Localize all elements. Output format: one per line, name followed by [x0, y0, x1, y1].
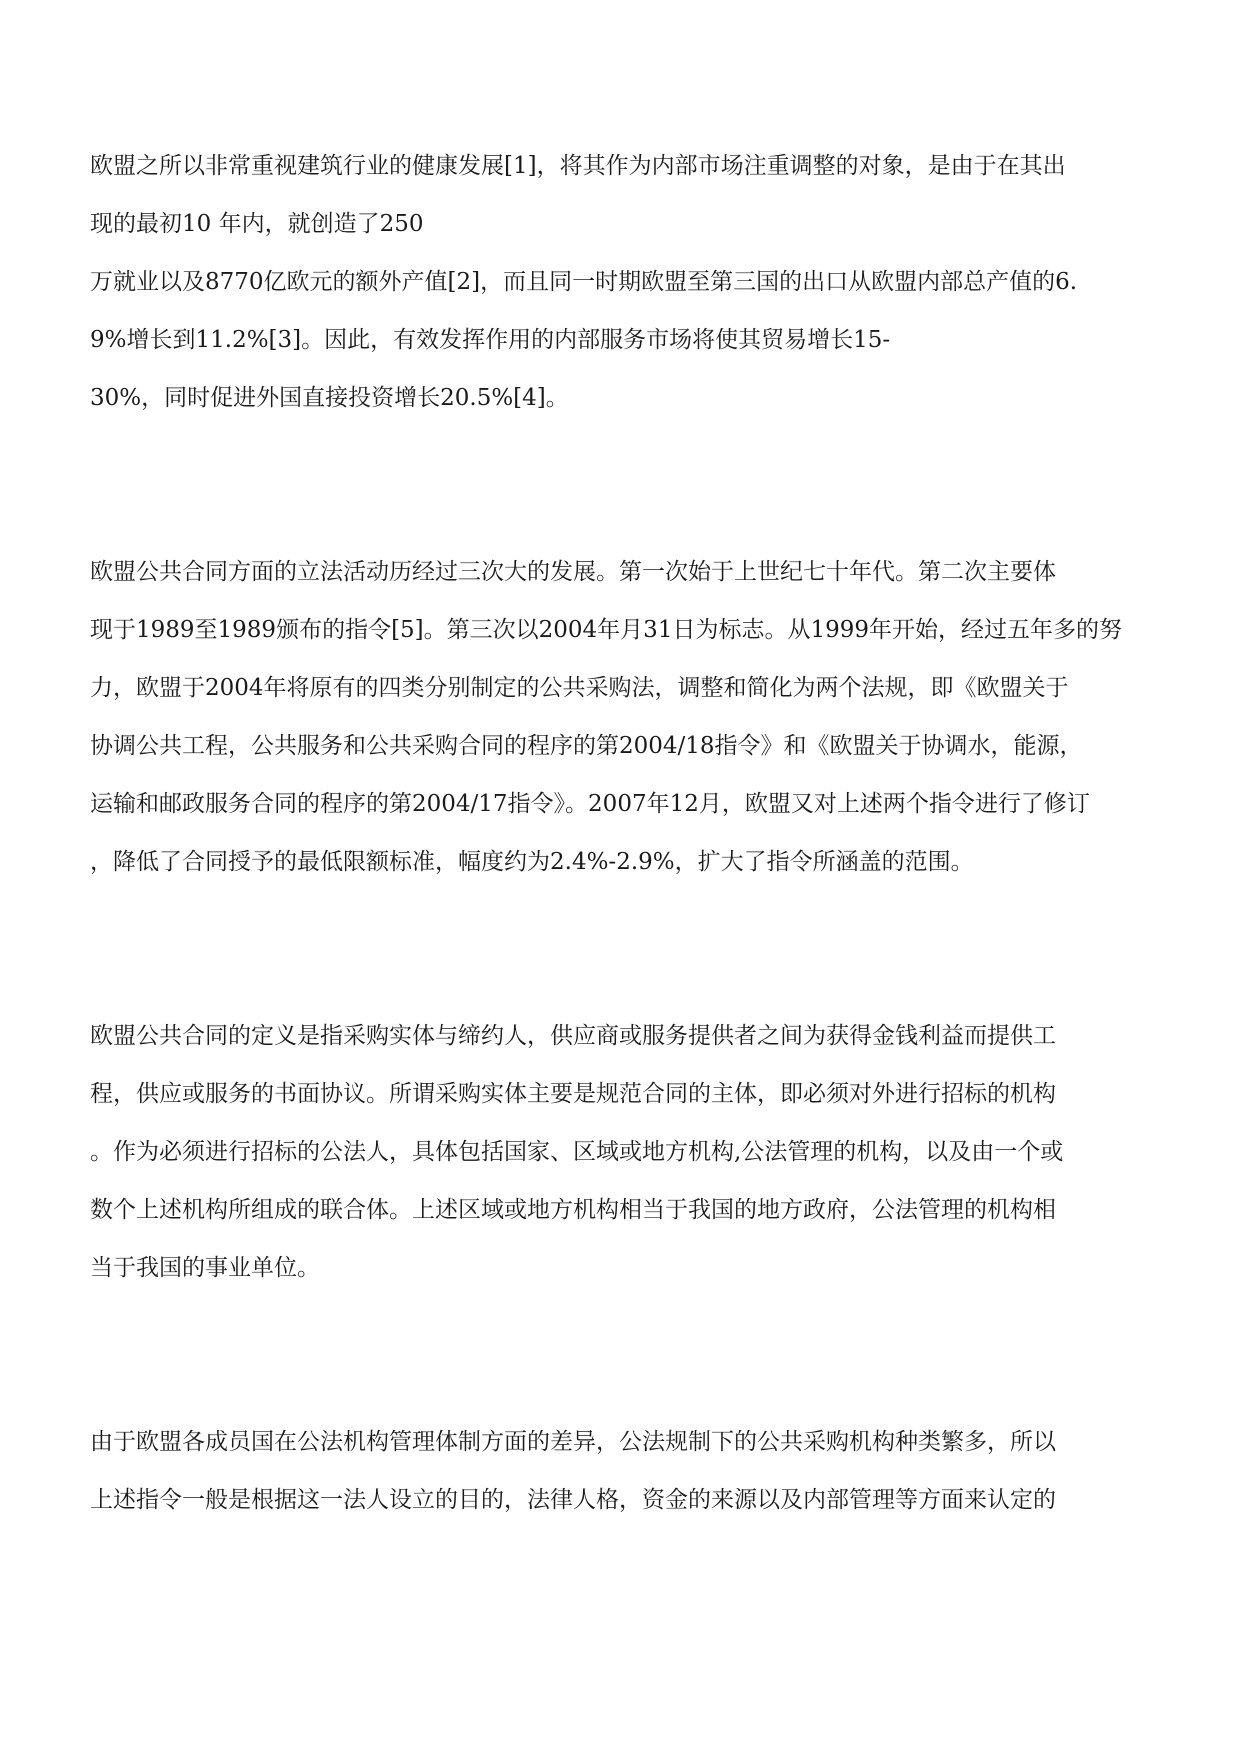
paragraph-line: 欧盟公共合同方面的立法活动历经过三次大的发展。第一次始于上世纪七十年代。第二次主要体 — [90, 559, 1056, 585]
paragraph-line: 30%，同时促进外国直接投资增长20.5%[4]。 — [90, 385, 569, 411]
paragraph-line: 程，供应或服务的书面协议。所谓采购实体主要是规范合同的主体，即必须对外进行招标的机构 — [90, 1081, 1056, 1107]
paragraph-line: 由于欧盟各成员国在公法机构管理体制方面的差异，公法规制下的公共采购机构种类繁多，所以 — [90, 1429, 1056, 1455]
paragraph-line: 运输和邮政服务合同的程序的第2004/17指令》。2007年12月，欧盟又对上述两个指令进行了修订 — [90, 791, 1090, 817]
paragraph-line: 欧盟之所以非常重视建筑行业的健康发展[1]，将其作为内部市场注重调整的对象，是由于在其出 — [90, 153, 1066, 179]
paragraph-line: 。作为必须进行招标的公法人，具体包括国家、区域或地方机构,公法管理的机构，以及由一个或 — [90, 1139, 1064, 1165]
paragraph-line: 协调公共工程，公共服务和公共采购合同的程序的第2004/18指令》和《欧盟关于协调水，能源， — [90, 733, 1083, 759]
paragraph-line: 数个上述机构所组成的联合体。上述区域或地方机构相当于我国的地方政府，公法管理的机构相 — [90, 1197, 1056, 1223]
paragraph-line: 欧盟公共合同的定义是指采购实体与缔约人，供应商或服务提供者之间为获得金钱利益而提供工 — [90, 1023, 1056, 1049]
paragraph-line: 现于1989至1989颁布的指令[5]。第三次以2004年月31日为标志。从1999年开始，经过五年多的努 — [90, 617, 1122, 643]
paragraph-line: 9%增长到11.2%[3]。因此，有效发挥作用的内部服务市场将使其贸易增长15- — [90, 327, 891, 353]
paragraph-line: 万就业以及8770亿欧元的额外产值[2]，而且同一时期欧盟至第三国的出口从欧盟内部总产值的6. — [90, 269, 1078, 295]
paragraph-line: 现的最初10 年内，就创造了250 — [90, 211, 424, 237]
paragraph-line: 力，欧盟于2004年将原有的四类分别制定的公共采购法，调整和简化为两个法规，即《欧盟关于 — [90, 675, 1069, 701]
paragraph-line: 当于我国的事业单位。 — [90, 1255, 320, 1281]
paragraph-line: 上述指令一般是根据这一法人设立的目的，法律人格，资金的来源以及内部管理等方面来认定的 — [90, 1487, 1056, 1513]
paragraph-line: ，降低了合同授予的最低限额标准，幅度约为2.4%-2.9%，扩大了指令所涵盖的范围。 — [90, 849, 974, 875]
